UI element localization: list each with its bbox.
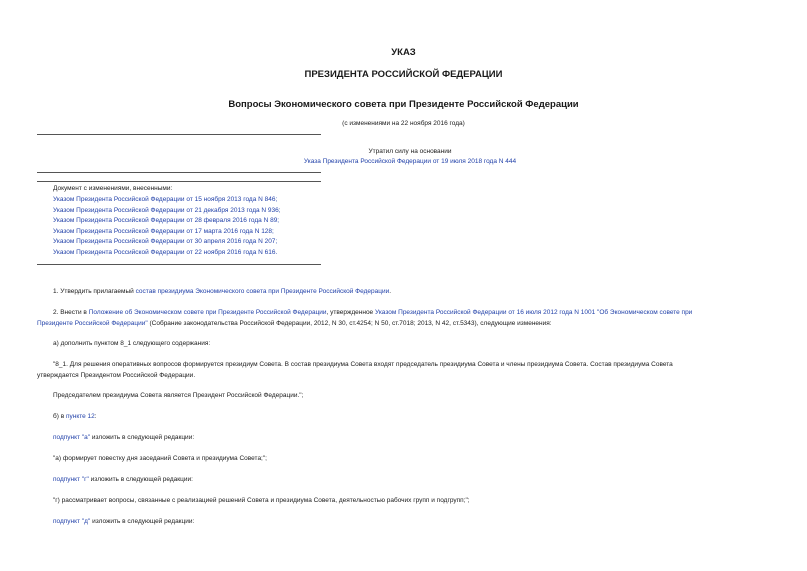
decree-1001-link[interactable]: Указом Президента Российской Федерации от 16 июля 2012 года N 1001 "Об Экономическом совете при: [374, 309, 693, 316]
amendment-link[interactable]: Указом Президента Российской Федерации от 17 марта 2016 года N 128;: [53, 227, 274, 235]
amendments-intro: Документ с изменениями, внесенными:: [53, 185, 173, 192]
paragraph-2-line-2: [37, 319, 552, 330]
lost-force-label: Утратил силу на основании: [368, 148, 452, 155]
paragraph-2-text: , утвержденное: [326, 309, 375, 316]
subitem-a-text: изложить в следующей редакции:: [90, 434, 195, 441]
subitem-g-text: изложить в следующей редакции:: [88, 476, 193, 483]
item-a: а) дополнить пунктом 8_1 следующего содержания:: [53, 340, 211, 347]
amendment-link[interactable]: Указом Президента Российской Федерации от 21 декабря 2013 года N 936;: [53, 206, 281, 214]
paragraph-2-line-1: [53, 308, 692, 319]
quote-8-1-end: утверждается Президентом Российской Федерации.: [37, 371, 196, 379]
divider-line: [37, 134, 321, 135]
decree-1001-link[interactable]: Президенте Российской Федерации": [37, 319, 148, 327]
document-subject: Вопросы Экономического совета при Президенте Российской Федерации: [228, 99, 579, 110]
subitem-a: [53, 433, 194, 444]
document-issuer: ПРЕЗИДЕНТА РОССИЙСКОЙ ФЕДЕРАЦИИ: [304, 69, 503, 80]
quote-8-1: [37, 360, 775, 371]
amendment-link[interactable]: Указом Президента Российской Федерации от 30 апреля 2016 года N 207;: [53, 238, 278, 245]
amendment-link[interactable]: Указом Президента Российской Федерации от 28 февраля 2016 года N 89;: [53, 217, 280, 224]
item-b-end: :: [94, 413, 97, 420]
document-type-title: УКАЗ: [391, 47, 416, 58]
divider-line: [37, 172, 321, 173]
quote-8-1-text: "8_1. Для решения оперативных вопросов формируется президиум Совета. В состав президиума Совета входят председатель президиума Совета и члены президиума Совета. Состав президиума Совета: [53, 361, 673, 368]
divider-line: [37, 181, 321, 182]
subpoint-d-link[interactable]: подпункт "д": [53, 518, 91, 525]
paragraph-1-text: 1. Утвердить прилагаемый: [53, 288, 136, 295]
paragraph-1: [53, 287, 391, 298]
lost-force-link[interactable]: Указа Президента Российской Федерации от 19 июля 2018 года N 444: [303, 158, 517, 165]
quote-chairman: Председателем президиума Совета является Президент Российской Федерации.";: [53, 392, 304, 399]
amendment-link[interactable]: Указом Президента Российской Федерации от 22 ноября 2016 года N 616.: [53, 248, 278, 256]
subitem-d-text: изложить в следующей редакции:: [90, 518, 195, 525]
subitem-g-quote: "г) рассматривает вопросы, связанные с реализацией решений Совета и президиума Совета, деятельностью рабочих групп и подгрупп;";: [53, 497, 470, 504]
amendment-link[interactable]: Указом Президента Российской Федерации от 15 ноября 2013 года N 846;: [53, 196, 278, 203]
item-b-text: б) в: [53, 413, 66, 420]
changes-note: (с изменениями на 22 ноября 2016 года): [342, 120, 465, 127]
subitem-g: [53, 475, 193, 486]
paragraph-1-end: .: [389, 288, 392, 295]
point-12-link[interactable]: пункте 12: [65, 413, 95, 420]
paragraph-2-text: (Собрание законодательства Российской Федерации, 2012, N 30, ст.4254; N 50, ст.7018; 2013, N 42, ст.5343), следующие изменения:: [147, 319, 552, 327]
presidium-composition-link[interactable]: состав президиума Экономического совета при Президенте Российской Федерации: [135, 288, 390, 295]
item-b: [53, 412, 97, 423]
subpoint-a-link[interactable]: подпункт "а": [53, 434, 91, 441]
subitem-a-quote: "а) формирует повестку дня заседаний Совета и президиума Совета;";: [53, 455, 267, 462]
subitem-d: [53, 517, 194, 528]
regulation-link[interactable]: Положение об Экономическом совете при Президенте Российской Федерации: [88, 309, 327, 316]
divider-line: [37, 264, 321, 265]
paragraph-2-text: 2. Внести в: [53, 309, 89, 316]
subpoint-g-link[interactable]: подпункт "г": [53, 476, 89, 483]
